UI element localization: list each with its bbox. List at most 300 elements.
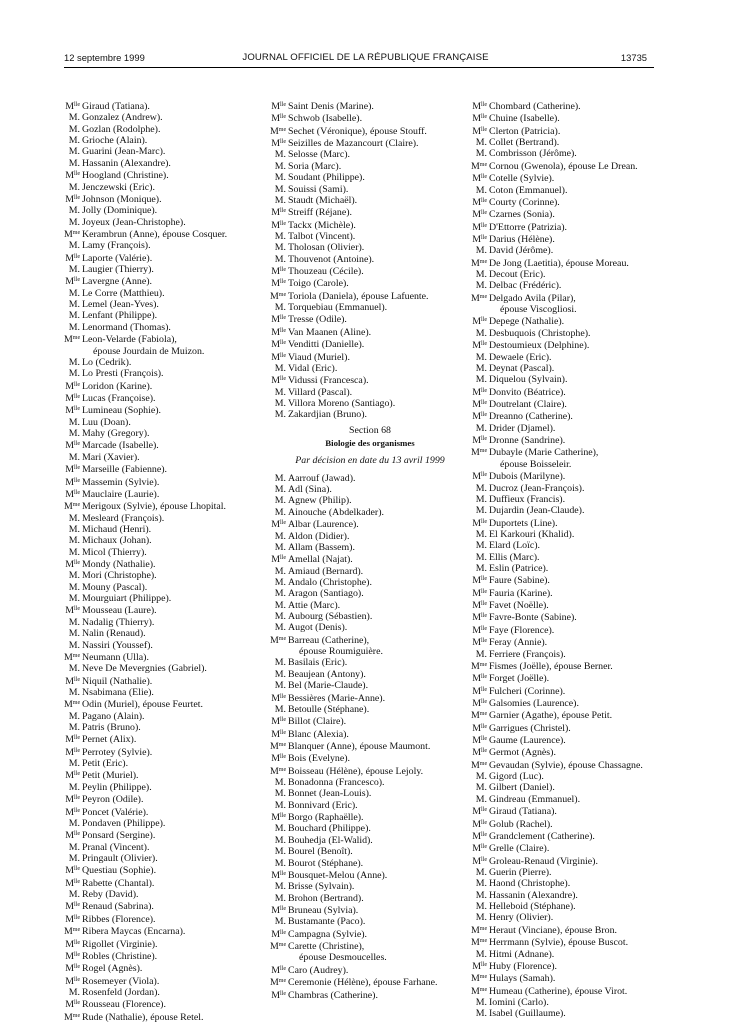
name-entry — [64, 604, 264, 616]
person-name: épouse Jourdain de Muizon. — [93, 345, 205, 357]
title-prefix: $M^{lle}$ — [472, 435, 487, 447]
title-prefix: $M^{lle}$ — [472, 575, 487, 587]
name-entry — [270, 928, 470, 940]
name-entry — [64, 864, 264, 876]
title-prefix: $M^{me}$ — [471, 710, 488, 722]
person-name: Faure (Sabine). — [489, 575, 550, 587]
name-entry — [270, 680, 470, 691]
name-entry — [64, 357, 264, 368]
person-name: Bonadonna (Francesco). — [288, 777, 385, 789]
person-name: Darius (Hélène). — [489, 233, 555, 245]
title-prefix: $M^{lle}$ — [472, 587, 487, 599]
title-prefix: M. — [475, 327, 487, 339]
name-entry — [270, 704, 470, 715]
person-name: Dreanno (Catherine). — [489, 411, 573, 423]
name-entry — [64, 299, 264, 310]
person-name: Barreau (Catherine), — [288, 634, 370, 646]
person-name: Nassiri (Youssef). — [82, 639, 153, 651]
title-prefix: $M^{lle}$ — [472, 806, 487, 818]
person-name: Mousseau (Laure). — [82, 605, 157, 617]
title-prefix: $M^{lle}$ — [271, 351, 286, 363]
title-prefix: M. — [475, 912, 487, 924]
name-entry — [471, 552, 671, 563]
title-prefix: $M^{lle}$ — [472, 697, 487, 709]
name-entry — [270, 195, 470, 206]
name-entry — [270, 473, 470, 484]
name-entry — [270, 242, 470, 253]
name-entry — [471, 100, 671, 112]
person-name: Lo (Cedrik). — [82, 356, 132, 368]
name-entry — [64, 100, 264, 112]
title-prefix: M. — [68, 216, 80, 228]
person-name: Bois (Evelyne). — [288, 753, 350, 765]
person-name: Andalo (Christophe). — [288, 576, 372, 588]
name-entry — [471, 410, 671, 422]
person-name: Reby (David). — [82, 889, 139, 901]
name-entry — [270, 374, 470, 386]
name-entry — [471, 794, 671, 805]
person-name: Carette (Christine), — [288, 941, 365, 953]
title-prefix: $M^{lle}$ — [472, 398, 487, 410]
title-prefix: $M^{lle}$ — [65, 392, 80, 404]
title-prefix: M. — [274, 680, 286, 692]
person-name: David (Jérôme). — [489, 245, 554, 257]
person-name: Chuine (Isabelle). — [489, 113, 560, 125]
person-name: Ellis (Marc). — [489, 551, 540, 563]
person-name: Kerambrun (Anne), épouse Cosquer. — [82, 228, 228, 240]
person-name: Tackx (Michèle). — [288, 219, 356, 231]
person-name: Grioche (Alain). — [82, 135, 148, 147]
person-name: Caro (Audrey). — [288, 964, 349, 976]
person-name: Guerin (Pierre). — [489, 867, 552, 878]
title-prefix: M. — [274, 242, 286, 254]
name-entry — [270, 553, 470, 565]
person-name: Staudt (Michaël). — [288, 194, 358, 206]
person-name: Billot (Claire). — [288, 716, 347, 728]
name-entry — [471, 709, 671, 721]
person-name: Petit (Muriel). — [82, 770, 139, 782]
name-entry — [270, 137, 470, 149]
person-name: Patris (Bruno). — [82, 722, 141, 734]
name-entry — [64, 640, 264, 651]
title-prefix: M. — [274, 484, 286, 496]
title-prefix: $M^{lle}$ — [472, 386, 487, 398]
title-prefix: $M^{lle}$ — [472, 673, 487, 685]
title-prefix: M. — [274, 799, 286, 811]
section-name: Biologie des organismes — [325, 437, 415, 448]
title-prefix: M. — [274, 230, 286, 242]
name-entry — [64, 818, 264, 829]
title-prefix: M. — [68, 287, 80, 299]
title-prefix: $M^{lle}$ — [65, 865, 80, 877]
name-entry — [64, 758, 264, 769]
name-entry — [64, 998, 264, 1010]
person-name: Rigollet (Virginie). — [82, 938, 158, 950]
title-prefix: M. — [68, 628, 80, 640]
person-name: Courty (Corinne). — [489, 196, 560, 208]
title-prefix: $M^{lle}$ — [472, 637, 487, 649]
person-name: Guarini (Jean-Marc). — [82, 146, 166, 158]
person-name: Streiff (Réjane). — [288, 207, 352, 219]
title-prefix: M. — [274, 588, 286, 600]
name-entry — [64, 488, 264, 500]
title-prefix: M. — [68, 817, 80, 829]
name-entry — [270, 858, 470, 869]
title-prefix: $M^{lle}$ — [65, 476, 80, 488]
name-entry — [270, 634, 470, 646]
name-entry — [64, 913, 264, 925]
person-name: Fismes (Joëlle), épouse Berner. — [489, 660, 613, 672]
person-name: Neve De Mevergnies (Gabriel). — [82, 663, 207, 675]
title-prefix: M. — [68, 686, 80, 698]
name-entry — [471, 805, 671, 817]
name-entry — [64, 439, 264, 451]
name-entry — [471, 137, 671, 148]
name-entry — [64, 987, 264, 998]
name-entry — [64, 1011, 264, 1023]
person-name: Blanquer (Anne), épouse Maumont. — [288, 740, 431, 752]
person-name: Bonnivard (Eric). — [288, 799, 358, 811]
name-entry — [471, 599, 671, 611]
person-name: Lucas (Françoise). — [82, 392, 156, 404]
title-prefix: $M^{me}$ — [471, 660, 488, 672]
person-name: Sechet (Véronique), épouse Stouff. — [288, 125, 427, 137]
title-prefix: M. — [274, 172, 286, 184]
name-entry — [471, 697, 671, 709]
name-entry — [471, 960, 671, 972]
person-name: Lo Presti (François). — [82, 368, 164, 380]
name-entry — [471, 196, 671, 208]
title-prefix: $M^{lle}$ — [65, 464, 80, 476]
person-name: Thouzeau (Cécile). — [288, 266, 364, 278]
person-name: Eslin (Patrice). — [489, 563, 549, 575]
person-name: Gigord (Luc). — [489, 771, 544, 783]
title-prefix: M. — [274, 302, 286, 314]
person-name: Mesleard (François). — [82, 512, 165, 524]
person-name: Michaux (Johan). — [82, 535, 152, 547]
title-prefix: $M^{lle}$ — [472, 196, 487, 208]
title-prefix: M. — [274, 541, 286, 553]
name-entry — [471, 245, 671, 256]
person-name: Mori (Christophe). — [82, 570, 157, 582]
title-prefix: $M^{lle}$ — [65, 963, 80, 975]
person-name: Mauclaire (Laurie). — [82, 488, 160, 500]
title-prefix: M. — [475, 493, 487, 505]
name-entry — [270, 788, 470, 799]
name-entry — [270, 940, 470, 952]
name-entry — [64, 746, 264, 758]
title-prefix: $M^{lle}$ — [65, 734, 80, 746]
person-name: Nsabimana (Elie). — [82, 686, 154, 698]
name-entry — [270, 277, 470, 289]
title-prefix: $M^{lle}$ — [65, 276, 80, 288]
name-entry — [270, 752, 470, 764]
person-name: Gilbert (Daniel). — [489, 782, 555, 794]
name-entry — [270, 409, 470, 420]
person-name: Rousseau (Florence). — [82, 999, 166, 1011]
name-entry — [64, 853, 264, 864]
person-name: Toigo (Carole). — [288, 278, 349, 290]
name-entry — [270, 184, 470, 195]
title-prefix: M. — [68, 451, 80, 463]
name-list-section-68 — [270, 473, 470, 1001]
person-name: Fauria (Karine). — [489, 587, 553, 599]
name-entry — [64, 687, 264, 698]
title-prefix: $M^{lle}$ — [65, 252, 80, 264]
title-prefix: M. — [475, 184, 487, 196]
name-entry — [64, 593, 264, 604]
title-prefix: $M^{lle}$ — [65, 193, 80, 205]
title-prefix: M. — [475, 351, 487, 363]
entry-continuation — [64, 346, 264, 357]
person-name: Mondy (Nathalie). — [82, 559, 156, 571]
person-name: Hassanin (Alexandre). — [82, 157, 171, 169]
person-name: Rogel (Agnès). — [82, 963, 143, 975]
title-prefix: $M^{me}$ — [471, 292, 488, 304]
person-name: Rosemeyer (Viola). — [82, 975, 160, 987]
name-entry — [270, 976, 470, 988]
person-name: épouse Desmoucelles. — [299, 952, 387, 964]
person-name: Pondaven (Philippe). — [82, 817, 166, 829]
person-name: Dubois (Marilyne). — [489, 471, 566, 483]
name-entry — [64, 217, 264, 228]
person-name: Leon-Velarde (Fabiola), — [82, 334, 177, 346]
person-name: Pagano (Alain). — [82, 710, 145, 722]
name-entry — [471, 563, 671, 574]
title-prefix: M. — [68, 663, 80, 675]
name-entry — [64, 558, 264, 570]
title-prefix: M. — [274, 703, 286, 715]
name-entry — [270, 846, 470, 857]
name-entry — [471, 160, 671, 172]
title-prefix: $M^{lle}$ — [271, 113, 286, 125]
name-entry — [471, 172, 671, 184]
name-entry — [471, 352, 671, 363]
name-entry — [270, 125, 470, 137]
person-name: Deynat (Pascal). — [489, 362, 555, 374]
person-name: Rabette (Chantal). — [82, 877, 155, 889]
title-prefix: $M^{lle}$ — [472, 411, 487, 423]
name-entry — [64, 782, 264, 793]
name-entry — [64, 380, 264, 392]
person-name: Giraud (Tatiana). — [489, 806, 557, 818]
person-name: Coton (Emmanuel). — [489, 184, 568, 196]
name-entry — [64, 124, 264, 135]
person-name: Golub (Rachel). — [489, 818, 553, 830]
title-prefix: $M^{lle}$ — [472, 722, 487, 734]
entry-continuation — [270, 952, 470, 963]
name-entry — [64, 938, 264, 950]
title-prefix: $M^{me}$ — [471, 973, 488, 985]
person-name: Betoulle (Stéphane). — [288, 703, 370, 715]
person-name: Amiaud (Bernard). — [288, 565, 364, 577]
person-name: Schwob (Isabelle). — [288, 113, 363, 125]
title-prefix: $M^{lle}$ — [271, 519, 286, 531]
title-prefix: M. — [475, 782, 487, 794]
person-name: Decout (Eric). — [489, 269, 546, 281]
title-prefix: M. — [475, 563, 487, 575]
title-prefix: M. — [68, 581, 80, 593]
name-entry — [64, 570, 264, 581]
title-prefix: M. — [475, 482, 487, 494]
person-name: Forget (Joëlle). — [489, 673, 550, 685]
name-entry — [471, 830, 671, 842]
title-prefix: $M^{lle}$ — [472, 830, 487, 842]
name-entry — [270, 507, 470, 518]
person-name: Aldon (Didier). — [288, 530, 350, 542]
person-name: Chombard (Catherine). — [489, 101, 581, 112]
person-name: Perrotey (Sylvie). — [82, 746, 153, 758]
person-name: Ferriere (François). — [489, 648, 566, 660]
page-header — [0, 47, 731, 65]
title-prefix: $M^{lle}$ — [65, 938, 80, 950]
person-name: Cornou (Gwenola), épouse Le Drean. — [489, 160, 638, 172]
name-entry — [64, 900, 264, 912]
name-entry — [471, 434, 671, 446]
header-rule — [64, 67, 654, 68]
title-prefix: M. — [274, 881, 286, 893]
person-name: Pernet (Alix). — [82, 734, 137, 746]
name-entry — [64, 975, 264, 987]
title-prefix: M. — [68, 135, 80, 147]
person-name: Hoogland (Christine). — [82, 170, 169, 182]
name-entry — [471, 339, 671, 351]
title-prefix: $M^{lle}$ — [65, 830, 80, 842]
person-name: Fulcheri (Corinne). — [489, 685, 566, 697]
name-entry — [64, 205, 264, 216]
name-entry — [471, 398, 671, 410]
name-entry — [471, 1008, 671, 1019]
name-entry — [471, 660, 671, 672]
person-name: Tholosan (Olivier). — [288, 242, 365, 254]
person-name: Merigoux (Sylvie), épouse Lhopital. — [82, 501, 226, 513]
title-prefix: M. — [274, 472, 286, 484]
person-name: Doutrelant (Claire). — [489, 398, 567, 410]
title-prefix: M. — [274, 362, 286, 374]
name-entry — [64, 252, 264, 264]
person-name: Laugier (Thierry). — [82, 264, 154, 276]
name-entry — [471, 685, 671, 697]
title-prefix: $M^{me}$ — [64, 334, 81, 346]
title-prefix: $M^{me}$ — [270, 125, 287, 137]
name-entry — [471, 771, 671, 782]
title-prefix: M. — [68, 299, 80, 311]
person-name: Garrigues (Christel). — [489, 722, 571, 734]
title-prefix: M. — [68, 535, 80, 547]
name-entry — [64, 452, 264, 463]
title-prefix: M. — [274, 194, 286, 206]
name-entry — [471, 997, 671, 1008]
section-heading — [270, 421, 470, 473]
person-name: Tresse (Odile). — [288, 314, 347, 326]
title-prefix: $M^{lle}$ — [65, 675, 80, 687]
person-name: Delgado Avila (Pilar), — [489, 292, 576, 304]
person-name: Duportets (Line). — [489, 517, 558, 529]
title-prefix: M. — [475, 648, 487, 660]
name-entry — [471, 624, 671, 636]
title-prefix: $M^{lle}$ — [472, 173, 487, 185]
page-number: 13735 — [620, 52, 647, 63]
title-prefix: $M^{lle}$ — [472, 685, 487, 697]
name-entry — [471, 972, 671, 984]
name-entry — [64, 476, 264, 488]
person-name: Adl (Sina). — [288, 484, 332, 496]
title-prefix: M. — [68, 758, 80, 770]
title-prefix: $M^{lle}$ — [271, 869, 286, 881]
title-prefix: M. — [68, 523, 80, 535]
title-prefix: $M^{lle}$ — [65, 877, 80, 889]
person-name: Boisseau (Hélène), épouse Lejoly. — [288, 765, 424, 777]
title-prefix: $M^{lle}$ — [472, 517, 487, 529]
name-entry — [64, 240, 264, 251]
title-prefix: $M^{me}$ — [471, 160, 488, 172]
name-entry — [270, 692, 470, 704]
title-prefix: $M^{me}$ — [64, 228, 81, 240]
person-name: Jolly (Dominique). — [82, 205, 158, 217]
name-entry — [471, 867, 671, 878]
title-prefix: M. — [68, 853, 80, 864]
title-prefix: M. — [68, 546, 80, 558]
title-prefix: M. — [68, 181, 80, 193]
person-name: Galsomies (Laurence). — [489, 697, 579, 709]
title-prefix: M. — [274, 777, 286, 789]
name-entry — [64, 182, 264, 193]
title-prefix: M. — [274, 253, 286, 265]
person-name: Viaud (Muriel). — [288, 351, 350, 363]
name-entry — [64, 169, 264, 181]
person-name: Bouhedja (El-Walid). — [288, 834, 373, 846]
person-name: Laporte (Valérie). — [82, 252, 153, 264]
person-name: Faye (Florence). — [489, 624, 555, 636]
name-entry — [471, 257, 671, 269]
title-prefix: $M^{lle}$ — [65, 806, 80, 818]
name-entry — [471, 649, 671, 660]
name-entry — [471, 636, 671, 648]
person-name: Vidussi (Francesca). — [288, 375, 369, 387]
title-prefix: M. — [274, 916, 286, 928]
name-entry — [64, 962, 264, 974]
title-prefix: $M^{lle}$ — [271, 101, 286, 112]
title-prefix: $M^{me}$ — [64, 926, 81, 938]
person-name: El Karkouri (Khalid). — [489, 528, 575, 540]
name-entry — [64, 711, 264, 722]
person-name: D'Ettorre (Patrizia). — [489, 221, 568, 233]
title-prefix: M. — [68, 616, 80, 628]
name-entry — [64, 500, 264, 512]
name-entry — [270, 989, 470, 1001]
title-prefix: M. — [274, 565, 286, 577]
name-entry — [270, 231, 470, 242]
title-prefix: $M^{me}$ — [471, 937, 488, 949]
person-name: Villard (Pascal). — [288, 386, 353, 398]
name-entry — [270, 916, 470, 927]
name-entry — [471, 782, 671, 793]
person-name: Souissi (Sami). — [288, 183, 349, 195]
title-prefix: $M^{lle}$ — [472, 113, 487, 125]
name-entry — [270, 387, 470, 398]
person-name: Ceremonie (Hélène), épouse Farhane. — [288, 977, 438, 989]
title-prefix: $M^{lle}$ — [271, 905, 286, 916]
title-prefix: M. — [274, 160, 286, 172]
title-prefix: M. — [274, 846, 286, 858]
person-name: Marcade (Isabelle). — [82, 440, 159, 452]
title-prefix: M. — [68, 146, 80, 158]
name-entry — [270, 611, 470, 622]
name-entry — [471, 734, 671, 746]
person-name: Basilais (Eric). — [288, 657, 348, 669]
journal-title: JOURNAL OFFICIEL DE LA RÉPUBLIQUE FRANÇAISE — [242, 52, 489, 63]
person-name: Hassanin (Alexandre). — [489, 889, 578, 901]
